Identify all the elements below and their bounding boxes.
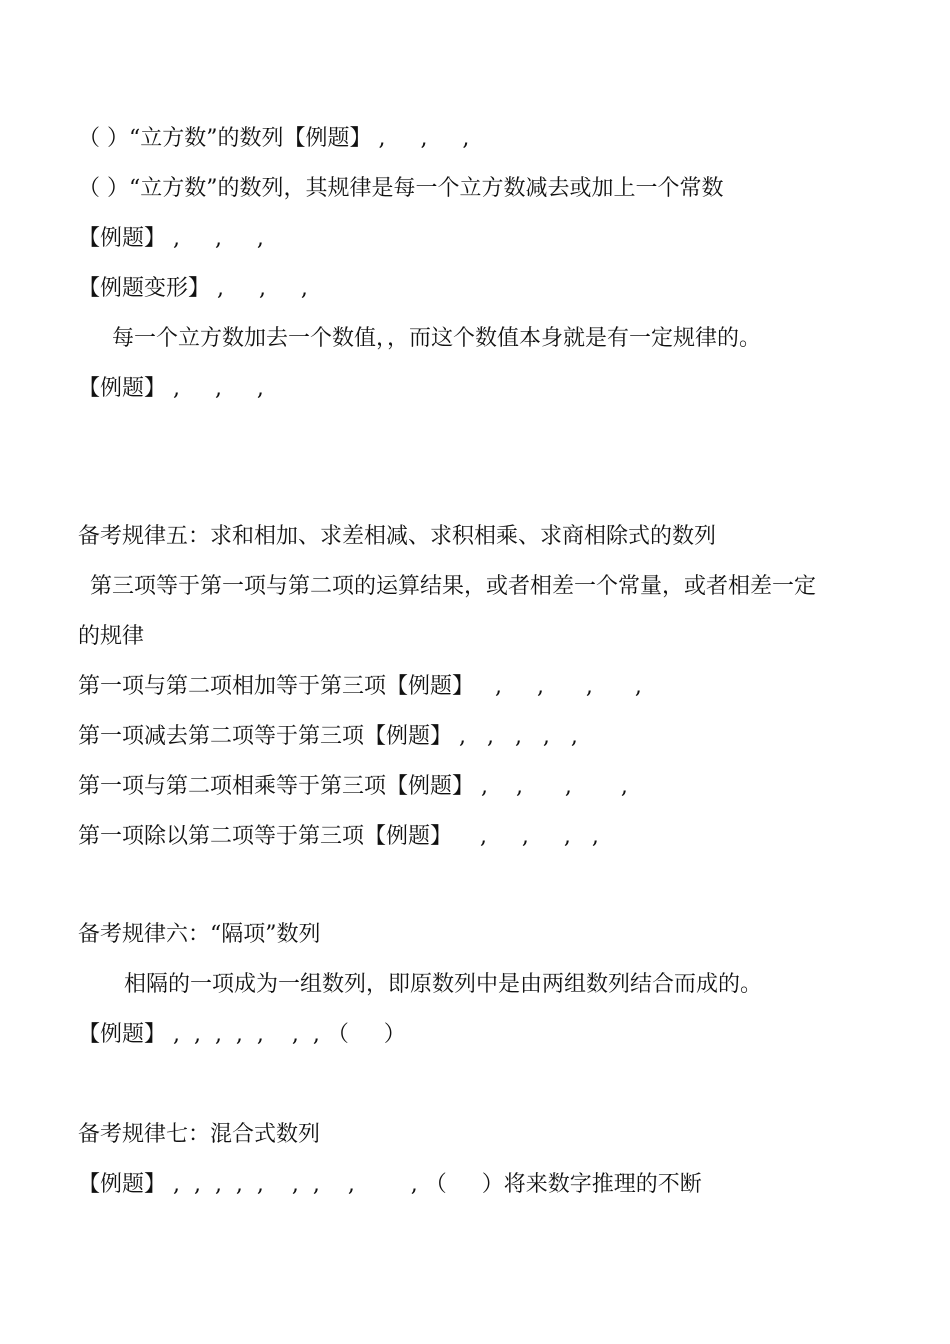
text-line-rule-five-desc: 第三项等于第一项与第二项的运算结果，或者相差一个常量，或者相差一定 [90, 574, 817, 599]
text-line-example-variant: 【例题变形】 , , , [78, 276, 308, 301]
text-line-addition-example: 第一项与第二项相加等于第三项【例题】 , , , , [78, 674, 642, 699]
text-line-rule-five-desc-cont: 的规律 [78, 624, 145, 649]
text-line-rule-six-desc: 相隔的一项成为一组数列，即原数列中是由两组数列结合而成的。 [124, 972, 763, 997]
text-line-cube-sequence-example: （ ）“立方数”的数列【例题】 , , , [78, 126, 470, 151]
text-line-rule-seven-example: 【例题】 , , , , , , , , , （ ）将来数字推理的不断 [78, 1172, 702, 1197]
section-heading-rule-six: 备考规律六：“隔项”数列 [78, 922, 321, 947]
section-heading-rule-seven: 备考规律七：混合式数列 [78, 1122, 321, 1147]
text-line-example-1: 【例题】 , , , [78, 226, 264, 251]
text-line-example-2: 【例题】 , , , [78, 376, 264, 401]
text-line-cube-sequence-rule: （ ）“立方数”的数列，其规律是每一个立方数减去或加上一个常数 [78, 176, 724, 201]
text-line-rule-six-example: 【例题】 , , , , , , , （ ） [78, 1022, 406, 1047]
text-line-cube-plus-value: 每一个立方数加去一个数值，，而这个数值本身就是有一定规律的。 [112, 326, 762, 351]
text-line-subtraction-example: 第一项减去第二项等于第三项【例题】 , , , , , [78, 724, 578, 749]
text-line-division-example: 第一项除以第二项等于第三项【例题】 , , , , [78, 824, 599, 849]
text-line-multiplication-example: 第一项与第二项相乘等于第三项【例题】 , , , , [78, 774, 628, 799]
section-heading-rule-five: 备考规律五：求和相加、求差相减、求积相乘、求商相除式的数列 [78, 524, 717, 549]
